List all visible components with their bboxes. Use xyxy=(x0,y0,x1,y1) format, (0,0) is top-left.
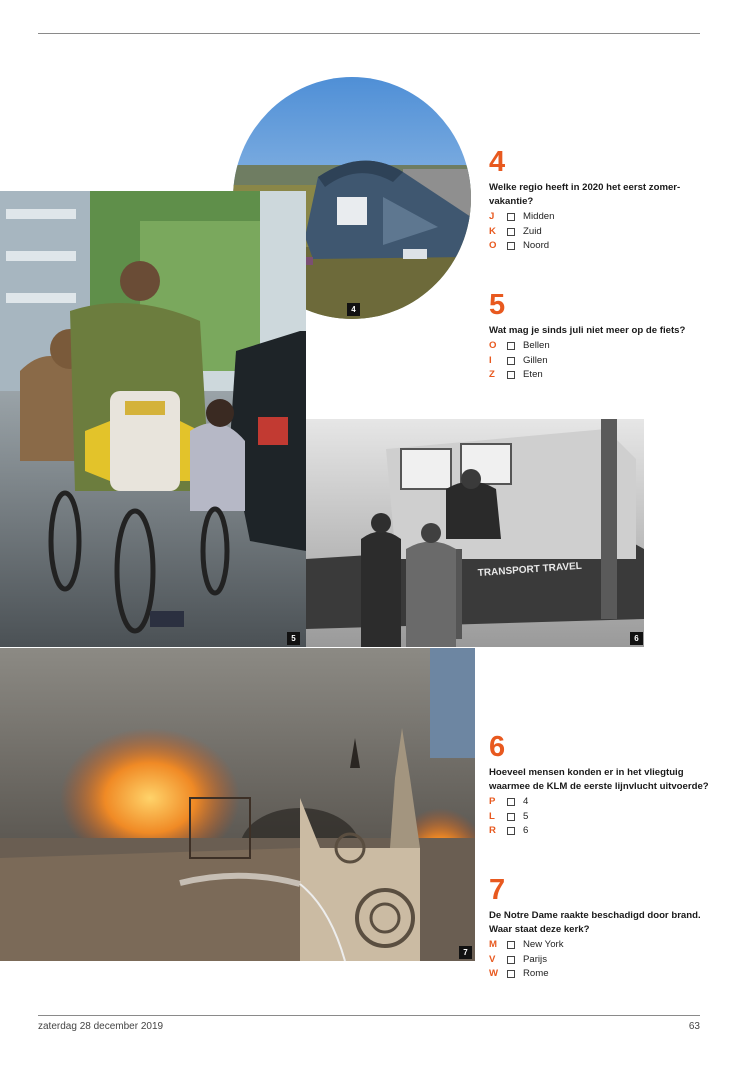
answer-option[interactable] xyxy=(489,225,709,240)
question-text: Wat mag je sinds juli niet meer op de fiets? xyxy=(489,325,686,336)
answer-checkbox[interactable] xyxy=(507,357,515,365)
photo-number-badge: 6 xyxy=(630,632,643,645)
notre-dame-fire-photo xyxy=(0,648,475,961)
answer-checkbox[interactable] xyxy=(507,242,515,250)
answer-option[interactable] xyxy=(489,824,709,839)
answer-label: Gillen xyxy=(523,354,548,366)
answer-option[interactable] xyxy=(489,339,709,354)
answer-option[interactable] xyxy=(489,210,709,225)
quiz-question-6 xyxy=(489,733,709,839)
answer-checkbox[interactable] xyxy=(507,970,515,978)
top-rule xyxy=(38,33,700,34)
answer-letter: J xyxy=(489,211,495,223)
answer-option[interactable] xyxy=(489,795,709,810)
question-number: 5 xyxy=(489,289,506,321)
answer-letter: O xyxy=(489,240,497,252)
question-text: De Notre Dame raakte beschadigd door brand. Waar staat deze kerk? xyxy=(489,910,701,935)
answer-checkbox[interactable] xyxy=(507,956,515,964)
answer-option[interactable] xyxy=(489,953,709,968)
answer-letter: K xyxy=(489,225,496,237)
question-number: 4 xyxy=(489,146,506,178)
answer-checkbox[interactable] xyxy=(507,342,515,350)
answer-label: Rome xyxy=(523,968,549,980)
footer-date: zaterdag 28 december 2019 xyxy=(38,1021,164,1032)
historic-klm-plane-photo xyxy=(306,419,644,647)
answer-checkbox[interactable] xyxy=(507,371,515,379)
answer-option[interactable] xyxy=(489,810,709,825)
photo-number-badge: 7 xyxy=(459,946,472,959)
answer-label: Midden xyxy=(523,211,555,223)
plane-livery-text: TRANSPORT TRAVEL xyxy=(477,560,583,579)
answer-option[interactable] xyxy=(489,938,709,953)
answer-checkbox[interactable] xyxy=(507,798,515,806)
quiz-question-7 xyxy=(489,876,709,982)
answer-checkbox[interactable] xyxy=(507,827,515,835)
answer-label: 5 xyxy=(523,810,529,822)
question-text: Hoeveel mensen konden er in het vliegtuig waarmee de KLM de eerste lijnvlucht uitvoerde? xyxy=(489,767,709,792)
answer-letter: I xyxy=(489,354,492,366)
answer-option[interactable] xyxy=(489,239,709,254)
photo-number-badge: 5 xyxy=(287,632,300,645)
answer-checkbox[interactable] xyxy=(507,941,515,949)
answer-option[interactable] xyxy=(489,967,709,982)
answer-letter: L xyxy=(489,810,495,822)
answer-letter: O xyxy=(489,340,497,352)
bottom-rule xyxy=(38,1015,700,1016)
question-number: 7 xyxy=(489,874,506,906)
answer-letter: W xyxy=(489,968,499,980)
answer-checkbox[interactable] xyxy=(507,213,515,221)
answer-checkbox[interactable] xyxy=(507,228,515,236)
answer-letter: P xyxy=(489,796,496,808)
answer-label: 6 xyxy=(523,825,529,837)
quiz-question-5 xyxy=(489,291,709,383)
answer-label: Zuid xyxy=(523,225,542,237)
family-cycling-photo xyxy=(0,191,306,647)
answer-label: Eten xyxy=(523,369,543,381)
answer-option[interactable] xyxy=(489,368,709,383)
quiz-question-4 xyxy=(489,148,709,254)
page-number: 63 xyxy=(688,1021,700,1032)
answer-letter: Z xyxy=(489,369,495,381)
answer-option[interactable] xyxy=(489,354,709,369)
answer-letter: V xyxy=(489,953,496,965)
question-text: Welke regio heeft in 2020 het eerst zomer-vakantie? xyxy=(489,182,681,207)
photo-number-badge: 4 xyxy=(347,303,360,316)
answer-label: Parijs xyxy=(523,953,547,965)
answer-letter: M xyxy=(489,939,497,951)
answer-label: 4 xyxy=(523,796,529,808)
answer-letter: R xyxy=(489,825,496,837)
answer-label: New York xyxy=(523,939,564,951)
question-number: 6 xyxy=(489,731,506,763)
answer-label: Bellen xyxy=(523,340,550,352)
answer-checkbox[interactable] xyxy=(507,813,515,821)
answer-label: Noord xyxy=(523,240,550,252)
